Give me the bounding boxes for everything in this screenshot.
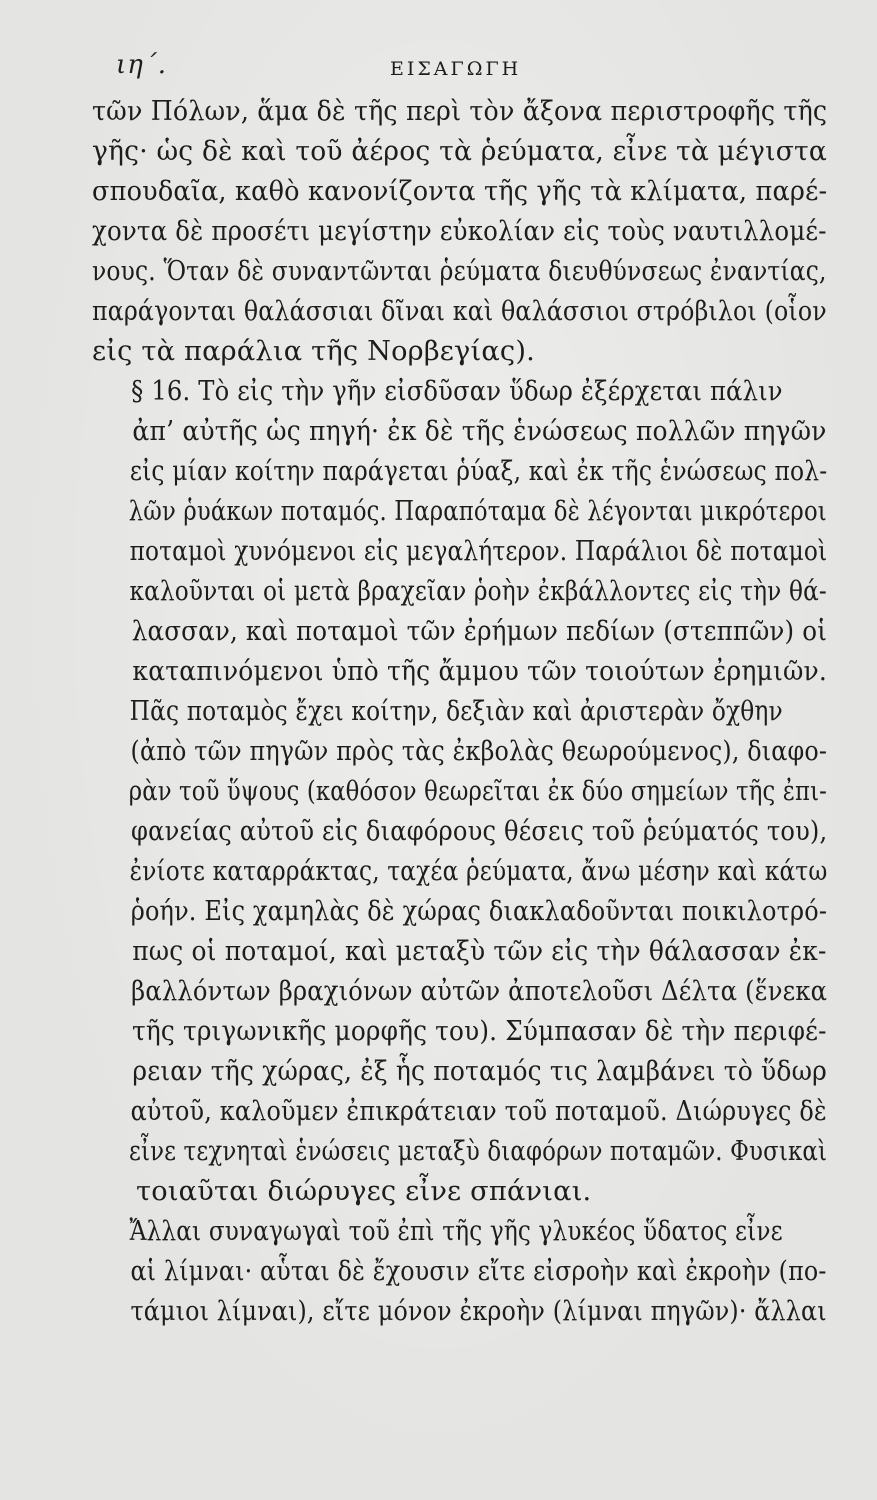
text-line: τῶν Πόλων, ἅμα δὲ τῆς περὶ τὸν ἄξονα περιστροφῆς τῆς: [92, 96, 828, 127]
text-line: πως οἱ ποταμοί, καὶ μεταξὺ τῶν εἰς τὴν θάλασσαν ἐκ-: [132, 936, 827, 967]
text-line: καλοῦνται οἱ μετὰ βραχεῖαν ῥοὴν ἐκβάλλοντες εἰς τὴν θά-: [129, 576, 827, 607]
text-line: νους. Ὅταν δὲ συναντῶνται ῥεύματα διευθύνσεως ἐναντίας,: [92, 256, 827, 287]
page-header: [90, 44, 817, 84]
text-line: ρὰν τοῦ ὕψους (καθόσον θεωρεῖται ἐκ δύο σημείων τῆς ἐπι-: [128, 776, 828, 807]
text-line: χοντα δὲ προσέτι μεγίστην εὐκολίαν εἰς τοὺς ναυτιλλομέ-: [92, 216, 827, 247]
text-line: λασσαν, καὶ ποταμοὶ τῶν ἐρήμων πεδίων (στεππῶν) οἱ: [131, 616, 828, 647]
text-line: § 16. Τὸ εἰς τὴν γῆν εἰσδῦσαν ὕδωρ ἐξέρχεται πάλιν: [131, 376, 783, 407]
text-line: σπουδαῖα, καθὸ κανονίζοντα τῆς γῆς τὰ κλίματα, παρέ-: [92, 176, 828, 207]
paragraph: [92, 372, 827, 692]
text-line: (ἀπὸ τῶν πηγῶν πρὸς τὰς ἐκβολὰς θεωρούμενος), διαφο-: [130, 736, 828, 767]
paragraph: [92, 92, 827, 372]
text-line: τῆς τριγωνικῆς μορφῆς του). Σύμπασαν δὲ τὴν περιφέ-: [132, 1016, 827, 1047]
text-line: αἱ λίμναι· αὗται δὲ ἔχουσιν εἴτε εἰσροὴν καὶ ἐκροὴν (πο-: [130, 1256, 827, 1287]
text-line: βαλλόντων βραχιόνων αὐτῶν ἀποτελοῦσι Δέλτα (ἕνεκα: [131, 976, 828, 1007]
text-line: φανείας αὐτοῦ εἰς διαφόρους θέσεις τοῦ ῥεύματός του),: [131, 816, 828, 847]
text-line: αὐτοῦ, καλοῦμεν ἐπικράτειαν τοῦ ποταμοῦ. Διώρυγες δὲ: [130, 1096, 827, 1127]
text-line: εἰς τὰ παράλια τῆς Νορβεγίας).: [92, 336, 536, 367]
text-line: γῆς· ὡς δὲ καὶ τοῦ ἀέρος τὰ ῥεύματα, εἶνε τὰ μέγιστα: [92, 136, 828, 167]
text-line: λῶν ῥυάκων ποταμός. Παραπόταμα δὲ λέγονται μικρότεροι: [128, 496, 827, 527]
text-line: εἰς μίαν κοίτην παράγεται ῥύαξ, καὶ ἐκ τῆς ἑνώσεως πολ-: [129, 456, 828, 487]
running-title: ΕΙΣΑΓΩΓΗ: [390, 58, 522, 80]
body-text: [92, 92, 827, 1332]
paragraph: [92, 1212, 827, 1332]
paragraph: [92, 692, 827, 1212]
text-line: ἐνίοτε καταρράκτας, ταχέα ῥεύματα, ἄνω μέσην καὶ κάτω: [129, 856, 828, 887]
text-line: ῥοήν. Εἰς χαμηλὰς δὲ χώρας διακλαδοῦνται ποικιλοτρό-: [130, 896, 828, 927]
text-line: καταπινόμενοι ὑπὸ τῆς ἄμμου τῶν τοιούτων ἐρημιῶν.: [132, 656, 827, 687]
text-line: τοιαῦται διώρυγες εἶνε σπάνιαι.: [136, 1176, 592, 1207]
text-line: ρειαν τῆς χώρας, ἐξ ἧς ποταμός τις λαμβάνει τὸ ὕδωρ: [132, 1056, 827, 1087]
text-line: εἶνε τεχνηταὶ ἑνώσεις μεταξὺ διαφόρων ποταμῶν. Φυσικαὶ: [128, 1136, 828, 1167]
page-number: ιη΄.: [116, 50, 168, 80]
text-line: τάμιοι λίμναι), εἴτε μόνον ἐκροὴν (λίμναι πηγῶν)· ἄλλαι: [130, 1296, 827, 1327]
text-line: ποταμοὶ χυνόμενοι εἰς μεγαλήτερον. Παράλιοι δὲ ποταμοὶ: [129, 536, 828, 567]
text-line: Πᾶς ποταμὸς ἔχει κοίτην, δεξιὰν καὶ ἀριστερὰν ὄχθην: [129, 696, 783, 727]
text-line: ἀπ’ αὐτῆς ὡς πηγή· ἐκ δὲ τῆς ἑνώσεως πολλῶν πηγῶν: [132, 416, 827, 447]
text-line: παράγονται θαλάσσιαι δῖναι καὶ θαλάσσιοι στρόβιλοι (οἷον: [92, 296, 827, 327]
text-line: Ἄλλαι συναγωγαὶ τοῦ ἐπὶ τῆς γῆς γλυκέος ὕδατος εἶνε: [129, 1216, 783, 1247]
